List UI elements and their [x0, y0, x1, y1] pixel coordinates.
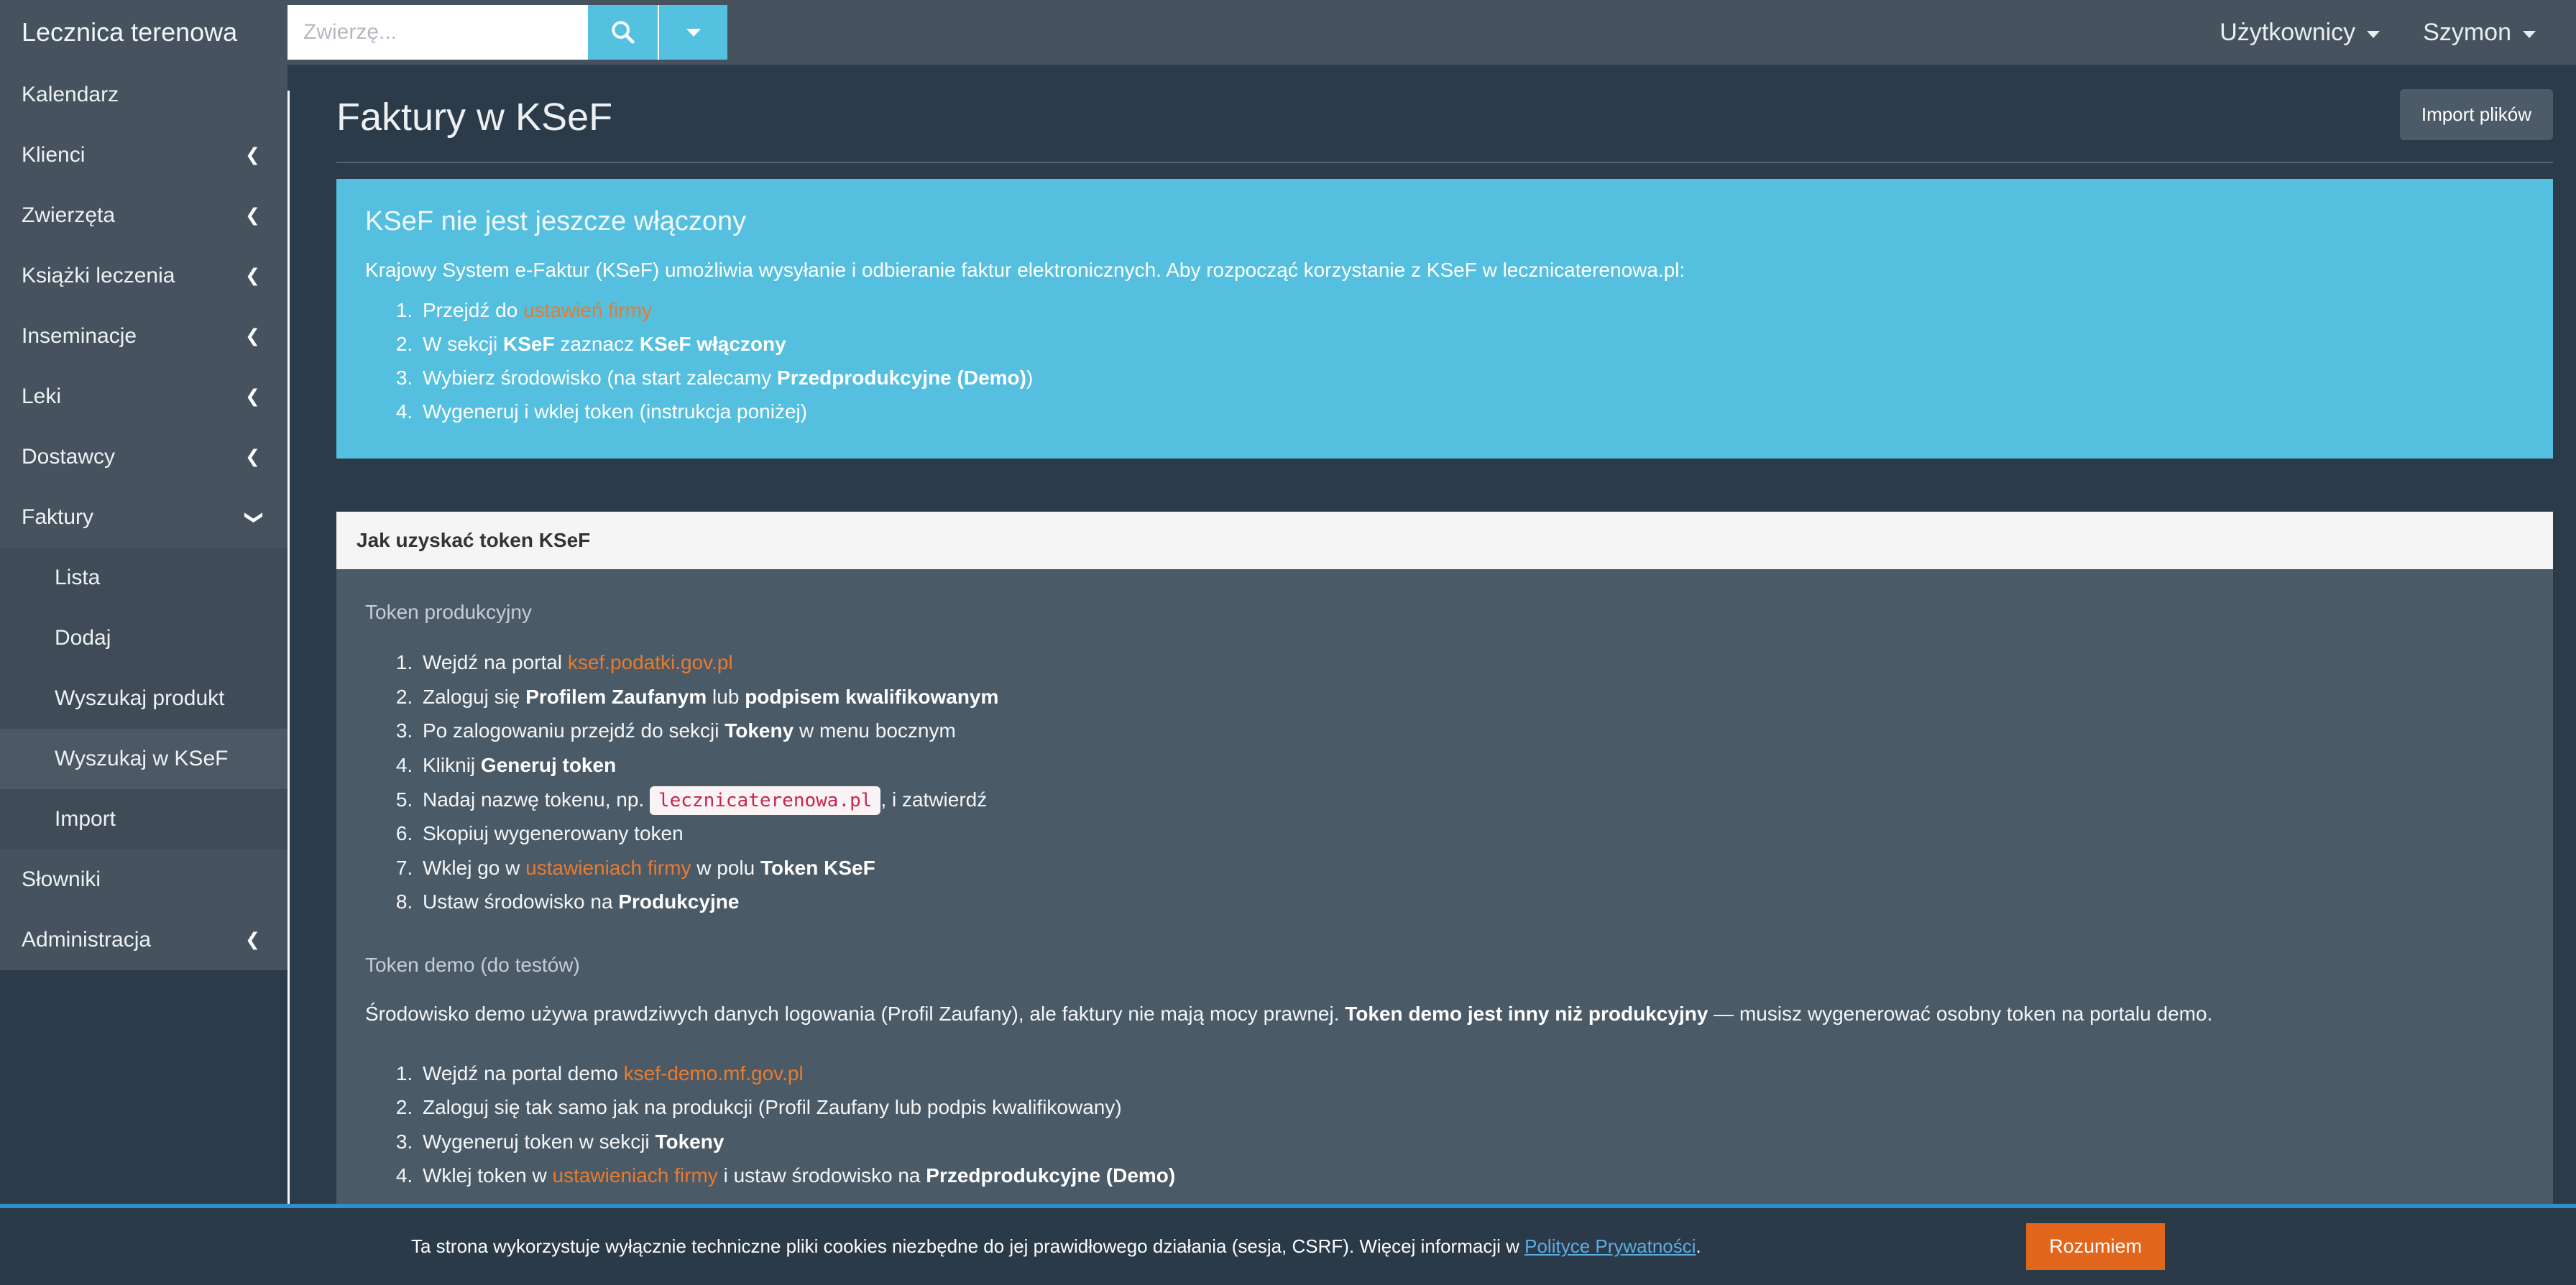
text-segment: w polu — [691, 856, 760, 879]
sidebar-item-faktury-lista[interactable] — [0, 548, 288, 608]
step-item — [418, 1090, 2524, 1125]
sidebar-item-faktury[interactable] — [0, 487, 288, 548]
text-segment: — musisz wygenerować osobny token na portalu demo. — [1708, 1002, 2213, 1025]
sidebar-item-label: Leki — [22, 384, 62, 408]
inline-link[interactable]: ustawień firmy — [523, 299, 653, 321]
step-item — [418, 1159, 2524, 1193]
chevron-left-icon: ❮ — [245, 205, 260, 226]
panel-title: Jak uzyskać token KSeF — [336, 512, 2553, 569]
text-segment: Wygeneruj token w sekcji — [423, 1130, 656, 1153]
inline-link[interactable]: ksef.podatki.gov.pl — [567, 651, 733, 674]
sidebar-item-label: Klienci — [22, 143, 86, 167]
chevron-left-icon: ❮ — [245, 386, 260, 407]
prod-token-heading: Token produkcyjny — [365, 601, 532, 624]
demo-token-intro — [365, 998, 2524, 1031]
text-segment: Zaloguj się tak samo jak na produkcji (Profil Zaufany lub podpis kwalifikowany) — [423, 1096, 1122, 1119]
navbar-right-menu — [2198, 19, 2576, 47]
alert-title: KSeF nie jest jeszcze włączony — [365, 206, 747, 236]
sidebar-item-faktury-wyszukaj-w-ksef[interactable] — [0, 729, 288, 789]
text-segment: Ta strona wykorzystuje wyłącznie techniczne pliki cookies niezbędne do jej prawidłowego działania (sesja, CSRF). Więcej informacji w — [411, 1235, 1525, 1257]
text-segment: , i zatwierdź — [880, 788, 988, 811]
sidebar-item-label: Wyszukaj w KSeF — [55, 747, 229, 770]
sidebar-item-faktury-wyszukaj-produkt[interactable] — [0, 668, 288, 729]
step-item — [418, 1125, 2524, 1159]
chevron-left-icon: ❮ — [245, 144, 260, 165]
sidebar-item-label: Lista — [55, 566, 101, 589]
caret-down-icon — [2523, 31, 2536, 38]
sidebar-item-label: Administracja — [22, 928, 152, 952]
bold-text: Token demo jest inny niż produkcyjny — [1345, 1002, 1708, 1025]
sidebar-item-label: Wyszukaj produkt — [55, 686, 225, 710]
sidebar-item-ksiazki-leczenia[interactable] — [0, 246, 288, 306]
step-item — [418, 293, 2524, 327]
token-help-panel — [336, 512, 2553, 1285]
menu-current-user[interactable] — [2401, 19, 2557, 47]
text-segment: lub — [707, 685, 745, 708]
ksef-disabled-alert — [336, 179, 2553, 459]
animal-search-group — [288, 5, 727, 60]
sidebar-item-kalendarz[interactable] — [0, 65, 288, 125]
sidebar-item-label: Książki leczenia — [22, 264, 175, 287]
code-chip: lecznicaterenowa.pl — [650, 786, 880, 815]
search-icon — [609, 18, 638, 47]
text-segment: . — [1696, 1235, 1701, 1257]
sidebar-item-leki[interactable] — [0, 367, 288, 427]
step-item — [418, 885, 2524, 919]
text-segment: Zaloguj się — [423, 685, 526, 708]
step-item — [418, 851, 2524, 885]
text-segment: w menu bocznym — [794, 719, 956, 742]
text-segment: Wejdź na portal demo — [423, 1061, 624, 1084]
chevron-left-icon: ❮ — [245, 929, 260, 950]
bold-text: Tokeny — [655, 1130, 724, 1153]
sidebar-item-label: Zwierzęta — [22, 203, 116, 227]
cookie-accept-button[interactable]: Rozumiem — [2026, 1223, 2165, 1270]
caret-down-icon — [686, 29, 701, 37]
sidebar-item-label: Inseminacje — [22, 324, 137, 348]
search-input[interactable] — [288, 5, 588, 60]
inline-link[interactable]: Polityce Prywatności — [1524, 1235, 1696, 1257]
text-segment: Po zalogowaniu przejdź do sekcji — [423, 719, 725, 742]
text-segment: Wybierz środowisko (na start zalecamy — [423, 367, 778, 390]
text-segment: Kliknij — [423, 753, 481, 776]
inline-link[interactable]: ksef-demo.mf.gov.pl — [623, 1061, 804, 1084]
step-item — [418, 748, 2524, 783]
text-segment: Wklej go w — [423, 856, 526, 879]
inline-link[interactable]: ustawieniach firmy — [552, 1164, 718, 1187]
bold-text: Przedprodukcyjne (Demo) — [777, 367, 1026, 390]
bold-text: KSeF — [503, 333, 555, 356]
bold-text: KSeF włączony — [639, 333, 786, 356]
chevron-left-icon: ❮ — [245, 265, 260, 286]
menu-current-user-label: Szymon — [2423, 18, 2511, 46]
menu-users[interactable] — [2198, 19, 2401, 47]
text-segment: Przejdź do — [423, 299, 524, 321]
sidebar-item-label: Słowniki — [22, 867, 101, 891]
sidebar-nav — [0, 65, 288, 970]
import-files-button[interactable]: Import plików — [2400, 89, 2553, 140]
content-divider — [288, 91, 290, 1285]
cookie-consent-text — [411, 1235, 1701, 1258]
demo-token-steps-list — [365, 1056, 2524, 1193]
step-item — [418, 645, 2524, 680]
caret-down-icon — [2367, 31, 2380, 38]
search-button[interactable] — [588, 5, 658, 60]
text-segment: Wejdź na portal — [423, 651, 568, 674]
chevron-down-icon: ❮ — [242, 510, 263, 525]
search-options-dropdown-button[interactable] — [658, 5, 727, 60]
sidebar-item-inseminacje[interactable] — [0, 306, 288, 367]
text-segment: zaznacz — [554, 333, 640, 356]
step-item — [418, 327, 2524, 361]
sidebar-submenu-faktury — [0, 548, 288, 849]
text-segment: i ustaw środowisko na — [717, 1164, 926, 1187]
bold-text: Token KSeF — [760, 856, 875, 879]
text-segment: Wklej token w — [423, 1164, 553, 1187]
sidebar-item-faktury-import[interactable] — [0, 789, 288, 849]
bold-text: Profilem Zaufanym — [525, 685, 707, 708]
bold-text: Przedprodukcyjne (Demo) — [926, 1164, 1176, 1187]
prod-token-steps-list — [365, 645, 2524, 919]
chevron-left-icon: ❮ — [245, 446, 260, 467]
step-item — [418, 816, 2524, 851]
step-item — [418, 680, 2524, 714]
sidebar-item-label: Faktury — [22, 505, 94, 529]
step-item — [418, 714, 2524, 748]
sidebar-item-label: Dostawcy — [22, 445, 116, 469]
alert-intro: Krajowy System e-Faktur (KSeF) umożliwia wysyłanie i odbieranie faktur elektronicznych. Aby rozpocząć korzystanie z KSeF w lecznicaterenowa.pl: — [365, 259, 1685, 281]
sidebar-item-label: Import — [55, 807, 116, 831]
step-item — [418, 395, 2524, 428]
chevron-left-icon: ❮ — [245, 326, 260, 346]
menu-users-label: Użytkownicy — [2220, 18, 2356, 46]
bold-text: Generuj token — [480, 753, 617, 776]
text-segment: Wygeneruj i wklej token (instrukcja poniżej) — [423, 400, 808, 423]
main-content — [288, 65, 2576, 1285]
text-segment: Nadaj nazwę tokenu, np. — [423, 788, 650, 811]
panel-body — [336, 569, 2553, 1285]
text-segment: W sekcji — [423, 333, 503, 356]
bold-text: Tokeny — [724, 719, 794, 742]
step-item — [418, 1056, 2524, 1091]
sidebar-item-administracja[interactable] — [0, 910, 288, 970]
page-title: Faktury w KSeF — [336, 96, 613, 139]
alert-steps-list — [365, 293, 2524, 428]
sidebar-item-zwierzeta[interactable] — [0, 185, 288, 246]
sidebar-item-dostawcy[interactable] — [0, 427, 288, 487]
demo-token-heading: Token demo (do testów) — [365, 953, 580, 976]
cookie-consent-bar — [0, 1204, 2576, 1285]
sidebar-item-klienci[interactable] — [0, 125, 288, 185]
sidebar-item-faktury-dodaj[interactable] — [0, 608, 288, 668]
bold-text: podpisem kwalifikowanym — [745, 685, 999, 708]
bold-text: Produkcyjne — [618, 890, 740, 913]
inline-link[interactable]: ustawieniach firmy — [525, 856, 691, 879]
text-segment: Ustaw środowisko na — [423, 890, 619, 913]
sidebar-item-slowniki[interactable] — [0, 849, 288, 910]
text-segment: Skopiuj wygenerowany token — [423, 822, 684, 845]
step-item — [418, 783, 2524, 817]
title-divider — [336, 162, 2553, 163]
text-segment: Środowisko demo używa prawdziwych danych logowania (Profil Zaufany), ale faktury nie mają mocy prawnej. — [365, 1002, 1346, 1025]
text-segment: ) — [1026, 367, 1034, 390]
top-navbar — [0, 0, 2576, 65]
sidebar-item-label: Kalendarz — [22, 83, 119, 106]
page-header — [336, 65, 2553, 140]
sidebar-item-label: Dodaj — [55, 626, 111, 650]
brand-logo[interactable]: Lecznica terenowa — [22, 17, 238, 47]
step-item — [418, 361, 2524, 395]
